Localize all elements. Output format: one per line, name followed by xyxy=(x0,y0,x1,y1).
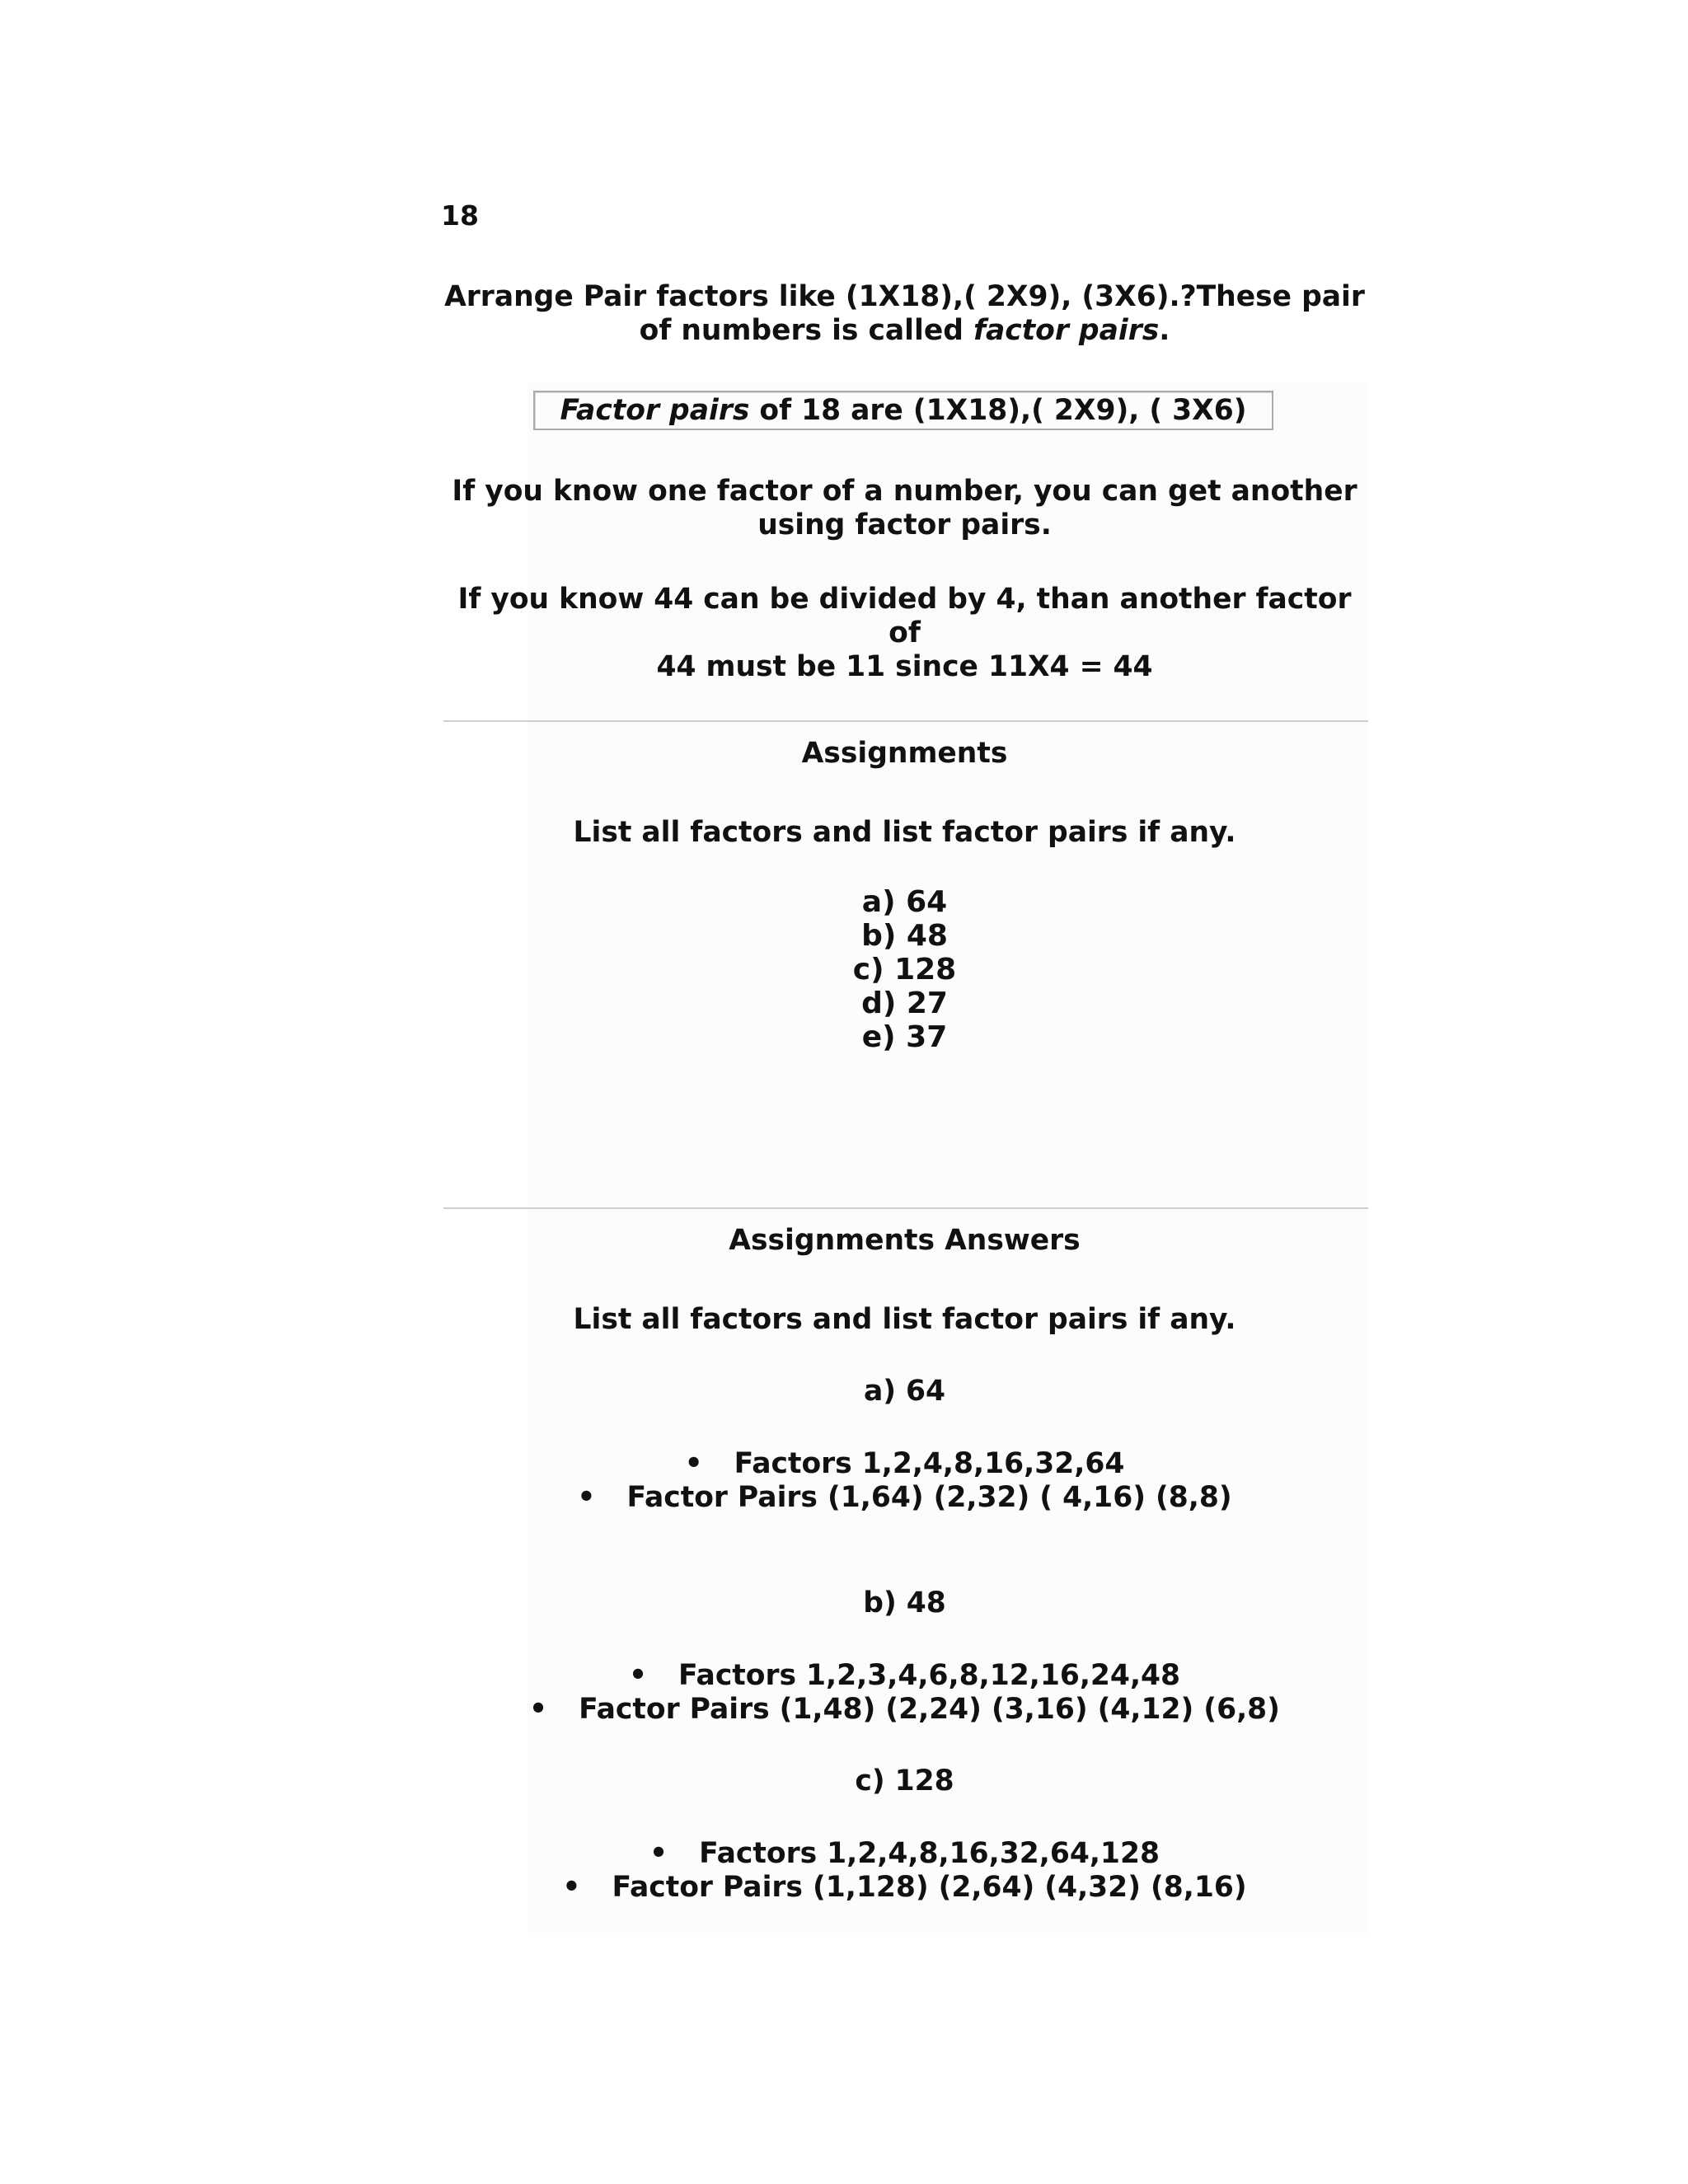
answer-bullets-b xyxy=(441,1659,1368,1727)
example-line-1: If you know 44 can be divided by 4, than another factor of xyxy=(457,583,1352,649)
bullet-icon: • xyxy=(628,1659,647,1692)
factor-pairs-box xyxy=(533,391,1273,430)
bullet-icon: • xyxy=(649,1837,668,1870)
list-item: a) 64 xyxy=(861,885,948,919)
answer-label-b: b) 48 xyxy=(863,1586,946,1619)
example-line-2: 44 must be 11 since 11X4 = 44 xyxy=(656,650,1153,683)
bullet-icon: • xyxy=(529,1693,548,1726)
bullet-icon: • xyxy=(684,1447,703,1480)
assignment-list xyxy=(441,885,1368,1054)
factor-pairs-text: Factor Pairs (1,48) (2,24) (3,16) (4,12) (6,8) xyxy=(579,1693,1280,1726)
answer-label-c: c) 128 xyxy=(855,1765,954,1797)
factor-box-text: of 18 are (1X18),( 2X9), ( 3X6) xyxy=(749,394,1247,427)
example-paragraph xyxy=(441,583,1368,684)
bullet-icon: • xyxy=(562,1871,581,1904)
list-item: b) 48 xyxy=(861,919,948,953)
answers-heading: Assignments Answers xyxy=(729,1224,1081,1257)
intro-line-2-end: . xyxy=(1159,314,1170,347)
assignments-heading: Assignments xyxy=(801,737,1008,770)
list-item xyxy=(441,1659,1368,1693)
list-item: d) 27 xyxy=(861,987,948,1020)
bullet-icon: • xyxy=(577,1481,596,1514)
factors-text: Factors 1,2,4,8,16,32,64,128 xyxy=(699,1837,1160,1870)
intro-line-1: Arrange Pair factors like (1X18),( 2X9), (3X6).?These pair xyxy=(444,280,1365,313)
answer-label-a: a) 64 xyxy=(863,1375,946,1408)
factor-pairs-text: Factor Pairs (1,64) (2,32) ( 4,16) (8,8) xyxy=(626,1481,1232,1514)
factor-pairs-text: Factor Pairs (1,128) (2,64) (4,32) (8,16) xyxy=(612,1871,1247,1904)
assignments-instruction: List all factors and list factor pairs if any. xyxy=(573,816,1236,849)
list-item: c) 128 xyxy=(852,953,957,987)
page-number: 18 xyxy=(441,199,479,232)
factors-text: Factors 1,2,3,4,6,8,12,16,24,48 xyxy=(678,1659,1181,1692)
list-item xyxy=(441,1447,1368,1481)
list-item: e) 37 xyxy=(861,1020,948,1054)
list-item xyxy=(441,1481,1368,1515)
list-item xyxy=(441,1837,1368,1871)
intro-emphasis: factor pairs xyxy=(973,314,1160,347)
factor-box-emphasis: Factor pairs xyxy=(560,394,750,427)
list-item xyxy=(441,1871,1368,1905)
answer-bullets-c xyxy=(441,1837,1368,1905)
list-item xyxy=(441,1693,1368,1727)
factors-text: Factors 1,2,4,8,16,32,64 xyxy=(734,1447,1125,1480)
know-factor-line-1: If you know one factor of a number, you can get another xyxy=(452,475,1357,508)
know-factor-paragraph xyxy=(441,475,1368,542)
section-divider-answers xyxy=(443,1207,1368,1209)
intro-paragraph xyxy=(441,280,1368,348)
section-divider-assignments xyxy=(443,720,1368,722)
answers-instruction: List all factors and list factor pairs if any. xyxy=(573,1303,1236,1336)
intro-line-2: of numbers is called xyxy=(639,314,973,347)
answer-bullets-a xyxy=(441,1447,1368,1515)
know-factor-line-2: using factor pairs. xyxy=(757,509,1052,541)
